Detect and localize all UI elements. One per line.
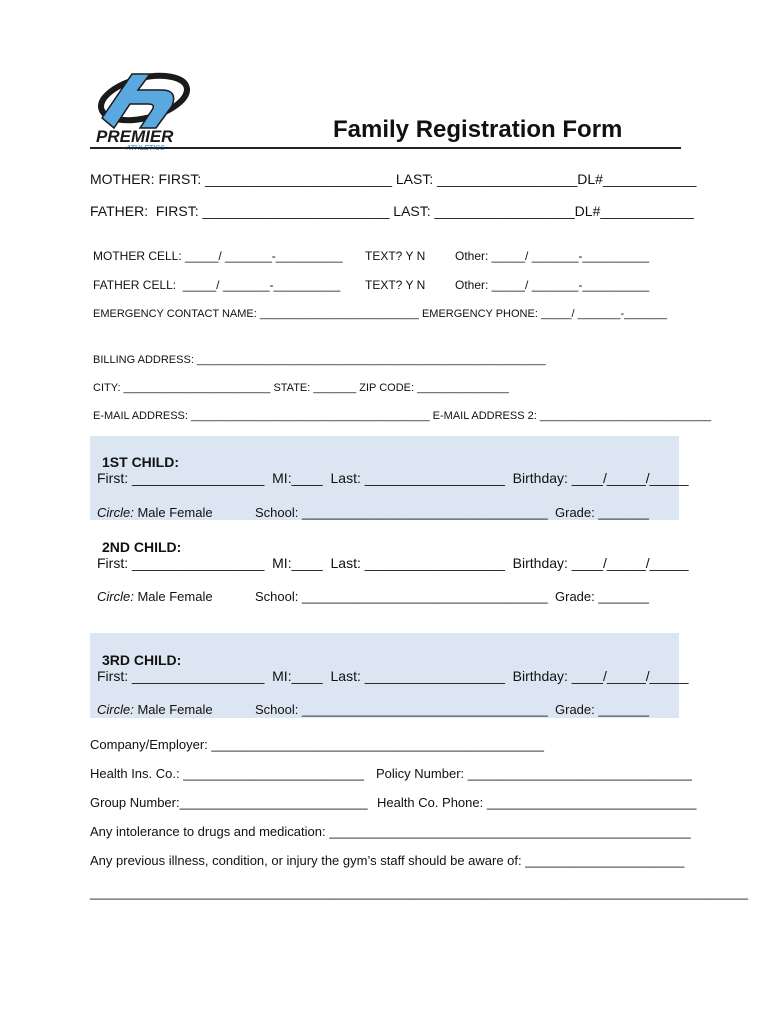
group-number-field[interactable]: Group Number:__________________________ — [90, 795, 368, 810]
svg-text:PREMIER: PREMIER — [96, 127, 174, 146]
child-3-school-field[interactable]: School: __________________________________ Grade: _______ — [255, 702, 649, 717]
child-1-heading: 1ST CHILD: — [102, 454, 179, 470]
email-fields[interactable]: E-MAIL ADDRESS: _______________________________________ E-MAIL ADDRESS 2: ____________________________ — [93, 410, 712, 422]
child-2-name-field[interactable]: First: _________________ MI:____ Last: __________________ Birthday: ____/_____/_____ — [97, 555, 689, 571]
father-cell-field[interactable]: FATHER CELL: _____/ _______-__________ — [93, 278, 341, 292]
billing-address-field[interactable]: BILLING ADDRESS: _________________________________________________________ — [93, 354, 546, 366]
health-phone-field[interactable]: Health Co. Phone: _____________________________ — [377, 795, 697, 810]
mother-text-option[interactable]: TEXT? Y N — [365, 249, 426, 263]
additional-notes-line[interactable]: ___________________________________________________________________________________________ — [90, 885, 748, 900]
city-state-zip-field[interactable]: CITY: ________________________ STATE: _______ ZIP CODE: _______________ — [93, 382, 509, 394]
policy-number-field[interactable]: Policy Number: _______________________________ — [376, 766, 692, 781]
title-divider — [90, 147, 681, 149]
child-3-gender-option[interactable]: Circle: Male Female — [97, 702, 213, 717]
mother-other-phone-field[interactable]: Other: _____/ _______-__________ — [455, 249, 650, 263]
child-1-gender-option[interactable]: Circle: Male Female — [97, 505, 213, 520]
child-2-heading: 2ND CHILD: — [102, 539, 182, 555]
emergency-contact-field[interactable]: EMERGENCY CONTACT NAME: __________________________ EMERGENCY PHONE: _____/ _______-_______ — [93, 308, 667, 320]
child-3-heading: 3RD CHILD: — [102, 652, 182, 668]
child-1-school-field[interactable]: School: __________________________________ Grade: _______ — [255, 505, 649, 520]
page-title: Family Registration Form — [333, 116, 623, 143]
mother-name-field[interactable]: MOTHER: FIRST: ________________________ LAST: __________________DL#____________ — [90, 171, 697, 187]
child-2-school-field[interactable]: School: __________________________________ Grade: _______ — [255, 589, 649, 604]
father-name-field[interactable]: FATHER: FIRST: ________________________ LAST: __________________DL#____________ — [90, 203, 694, 219]
mother-cell-field[interactable]: MOTHER CELL: _____/ _______-__________ — [93, 249, 343, 263]
premier-athletics-logo — [92, 66, 192, 152]
illness-field[interactable]: Any previous illness, condition, or injury the gym’s staff should be aware of: ______________________ — [90, 853, 685, 868]
father-other-phone-field[interactable]: Other: _____/ _______-__________ — [455, 278, 650, 292]
intolerance-field[interactable]: Any intolerance to drugs and medication: __________________________________________________ — [90, 824, 691, 839]
health-ins-field[interactable]: Health Ins. Co.: _________________________ — [90, 766, 364, 781]
father-text-option[interactable]: TEXT? Y N — [365, 278, 426, 292]
employer-field[interactable]: Company/Employer: ______________________________________________ — [90, 737, 544, 752]
child-1-name-field[interactable]: First: _________________ MI:____ Last: __________________ Birthday: ____/_____/_____ — [97, 470, 689, 486]
child-3-name-field[interactable]: First: _________________ MI:____ Last: __________________ Birthday: ____/_____/_____ — [97, 668, 689, 684]
child-2-gender-option[interactable]: Circle: Male Female — [97, 589, 213, 604]
